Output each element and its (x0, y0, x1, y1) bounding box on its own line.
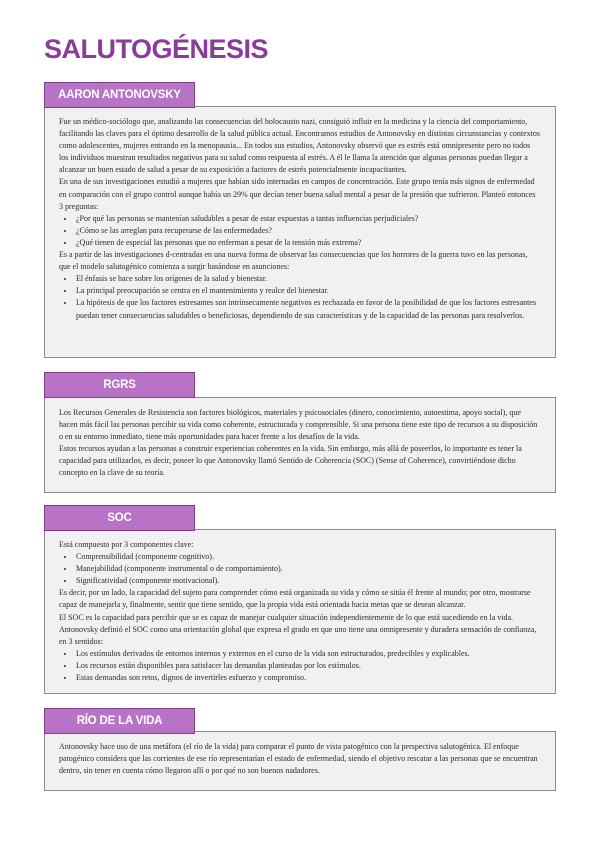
paragraph: Estos recursos ayudan a las personas a construir experiencias coherentes en la vida. Sin embargo, más allá de poseerlos, lo importante es tener la capacidad para utilizarlos, es decir, poseer lo que Antonovsky llamó Sentido de Coherencia (SOC) (Sense of Coherence), convirtiéndose dicho concepto en la clave de su teoría. (59, 444, 522, 478)
list-item: • Los estímulos derivados de entornos internos y externos en el curso de la vida son estructurados, predecibles y explicables. (75, 648, 541, 660)
question-list (59, 213, 541, 249)
list-item: • ¿Por qué las personas se mantenían saludables a pesar de estar expuestas a tantas influencias perjudiciales? (75, 213, 541, 225)
paragraph: Es a partir de las investigaciones d-centradas en una nueva forma de observar las consecuencias que los horrores de la guerra tuvo en las personas, que el modelo salutogénico comienza a surgir basándose en asunciones: (59, 250, 528, 272)
paragraph: Está compuesto por 3 componentes clave: (59, 540, 194, 549)
list-item: • Comprensibilidad (componente cognitivo). (75, 551, 541, 563)
section-heading-soc: SOC (44, 505, 195, 531)
list-item: • ¿Cómo se las arreglan para recuperarse de las enfermedades? (75, 225, 541, 237)
list-item: • La principal preocupación se centra en el mantenimiento y realce del bienestar. (75, 285, 541, 297)
paragraph: Antonovsky definió el SOC como una orientación global que expresa el grado en que uno tiene una omnipresente y duradera sensación de confianza, en 3 sentidos: (59, 624, 537, 646)
sense-list (59, 648, 541, 684)
section-aaron-antonovsky-box (44, 106, 556, 358)
section-heading-rgrs: RGRS (44, 372, 195, 398)
list-item: • Significatividad (componente motivacional). (75, 575, 541, 587)
section-heading-rio-de-la-vida: RÍO DE LA VIDA (44, 708, 195, 734)
paragraph: En una de sus investigaciones estudió a mujeres que habían sido internadas en campos de concentración. Este grupo tenía más signos de enfermedad en comparación con el grupo control aunque había un 29% que decían tener buena salud mental a pesar de la presión que sufrieron. Planteó entonces 3 preguntas: (59, 177, 536, 211)
paragraph: Fue un médico-sociólogo que, analizando las consecuencias del holocausto nazi, consiguió influir en la medicina y la ciencia del comportamiento, facilitando las claves para el óptimo desarrollo de la salud pública actual. Encontramos estudios de Antonovsky en distintas circunstancias y contextos como adolescentes, mujeres entrando en la menopausia... En todos sus estudios, Antonovsky observó que es estrés está omnipresente pero no todos los individuos muestran resultados negativos para su salud como respuesta al estrés. A él le llama la atención que algunas personas puedan llegar a alcanzar un buen estado de salud a pesar de su exposición a factores de estrés potencialmente incapacitantes. (59, 117, 540, 175)
section-rgrs-box (44, 397, 556, 493)
list-item: • Los recursos están disponibles para satisfacer las demandas planteadas por los estímulos. (75, 660, 541, 672)
paragraph: Antonovsky hace uso de una metáfora (el río de la vida) para comparar el punto de vista patogénico con la perspectiva salutogénica. El enfoque patogénico considera que las corrientes de ese río representarían el estado de enfermedad, siendo el objetivo rescatar a las personas que se encuentran dentro, sin tener en cuenta cómo llegaron allí o por qué no son buenos nadadores. (59, 742, 538, 776)
list-item: • El énfasis se hace sobre los orígenes de la salud y bienestar. (75, 273, 541, 285)
paragraph: Los Recursos Generales de Resistencia son factores biológicos, materiales y psicosociales (dinero, conocimiento, autoestima, apoyo social), que hacen más fácil las personas percibir su vida como coherente, estructurada y comprensible. Si una persona tiene este tipo de recursos a su disposición o en su entorno inmediato, tiene más oportunidades para hacer frente a los desafíos de la vida. (59, 408, 538, 442)
list-item: • Estas demandas son retos, dignos de invertirles esfuerzo y compromiso. (75, 672, 541, 684)
list-item: • La hipótesis de que los factores estresantes son intrínsecamente negativos es rechazada en favor de la posibilidad de que los factores estresantes puedan tener consecuencias saludables o beneficiosas, dependiendo de sus características y de la capacidad de las personas para resolverlos. (75, 297, 541, 321)
assumption-list (59, 273, 541, 321)
section-rio-de-la-vida-box (44, 731, 556, 791)
paragraph: El SOC es la capacidad para percibir que se es capaz de manejar cualquier situación independientemente de lo que está sucediendo en la vida. (59, 612, 514, 622)
list-item: • Manejabilidad (componente instrumental o de comportamiento). (75, 563, 541, 575)
list-item: • ¿Qué tienen de especial las personas que no enferman a pesar de la tensión más extrema? (75, 237, 541, 249)
component-list (59, 551, 541, 587)
paragraph: Es decir, por un lado, la capacidad del sujeto para comprender cómo está organizada su vida y cómo se sitúa él frente al mundo; por otro, mostrarse capaz de manejarla y, finalmente, sentir que tiene sentido, que la propia vida está orientada hacia metas que se desean alcanzar. (59, 588, 531, 610)
page-title: SALUTOGÉNESIS (44, 34, 269, 64)
section-soc-box (44, 529, 556, 694)
section-heading-aaron-antonovsky: AARON ANTONOVSKY (44, 82, 195, 108)
